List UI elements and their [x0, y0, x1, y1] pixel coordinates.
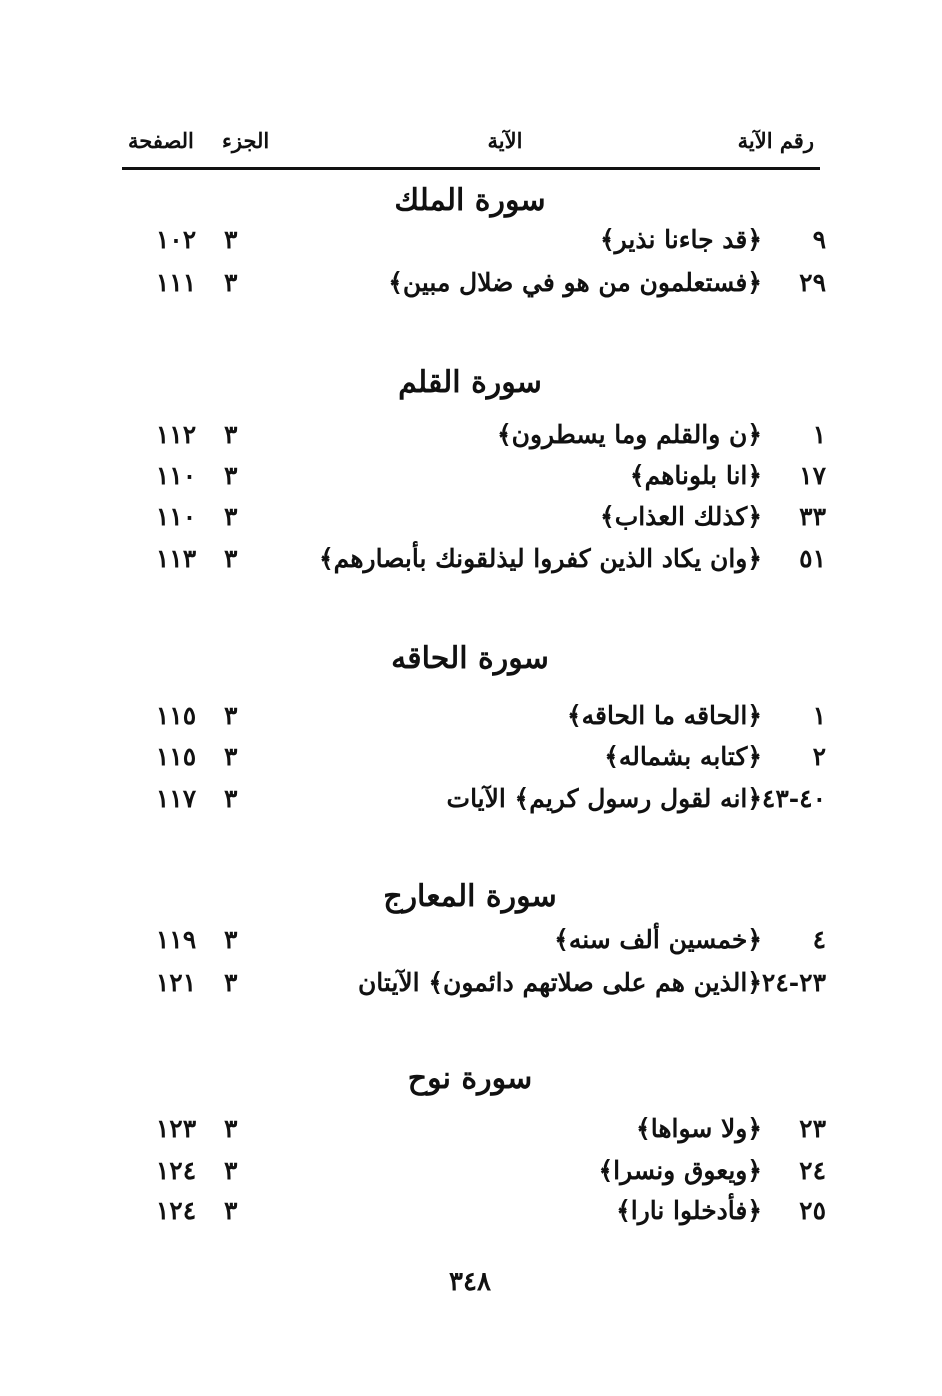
page-cell: ١١٠ [155, 502, 197, 531]
surah-title: سورة المعارج [383, 879, 557, 914]
page-cell: ١٢٤ [155, 1156, 197, 1185]
ayah-text-cell: ﴿ن والقلم وما يسطرون﴾ [496, 420, 762, 449]
ayah-number-cell: ٤٠-٤٣ [761, 784, 826, 813]
page-cell: ١٢١ [155, 968, 197, 997]
page-cell: ١١٢ [155, 420, 197, 449]
juz-cell: ٣ [224, 701, 238, 730]
page-number: ٣٤٨ [449, 1267, 491, 1297]
page-cell: ١٠٢ [155, 225, 197, 254]
juz-cell: ٣ [224, 1196, 238, 1225]
juz-cell: ٣ [224, 544, 238, 573]
ayah-number-cell: ٣٣ [799, 502, 826, 531]
juz-cell: ٣ [224, 1156, 238, 1185]
ayah-number-cell: ٥١ [799, 544, 826, 573]
ayah-number-cell: ١ [812, 420, 826, 449]
column-header-page: الصفحة [128, 128, 194, 153]
ayah-text-cell: ﴿كذلك العذاب﴾ [600, 502, 762, 531]
surah-title: سورة القلم [398, 365, 542, 400]
ayah-number-cell: ١٧ [799, 461, 826, 490]
juz-cell: ٣ [224, 968, 238, 997]
surah-title: سورة نوح [407, 1061, 533, 1096]
page-cell: ١١٥ [155, 701, 197, 730]
ayah-number-cell: ٢ [812, 742, 826, 771]
ayah-text-cell: ﴿فستعلمون من هو في ضلال مبين﴾ [388, 268, 762, 297]
page-cell: ١١٧ [155, 784, 197, 813]
page-cell: ١١٠ [155, 461, 197, 490]
ayah-text-cell: ﴿وان يكاد الذين كفروا ليذلقونك بأبصارهم﴾ [319, 544, 762, 573]
ayah-number-cell: ٢٣-٢٤ [761, 968, 826, 997]
page-cell: ١١١ [155, 268, 197, 297]
ayah-text-cell: ﴿الحاقه ما الحاقه﴾ [566, 701, 762, 730]
column-header-ayah-number: رقم الآية [737, 128, 814, 153]
juz-cell: ٣ [224, 461, 238, 490]
juz-cell: ٣ [224, 925, 238, 954]
ayah-text-cell: ﴿فأدخلوا نارا﴾ [616, 1196, 762, 1225]
ayah-number-cell: ١ [812, 701, 826, 730]
page-cell: ١١٥ [155, 742, 197, 771]
ayah-number-cell: ٢٥ [799, 1196, 826, 1225]
column-header-juz: الجزء [222, 128, 270, 153]
page-cell: ١٢٣ [155, 1114, 197, 1143]
juz-cell: ٣ [224, 742, 238, 771]
page-cell: ١٢٤ [155, 1196, 197, 1225]
header-divider [122, 167, 820, 170]
page-cell: ١١٩ [155, 925, 197, 954]
ayah-text-cell: ﴿كتابه بشماله﴾ [604, 742, 762, 771]
ayah-text-cell: ﴿ولا سواها﴾ [636, 1114, 762, 1143]
ayah-number-cell: ٢٣ [799, 1114, 826, 1143]
ayah-number-cell: ٢٩ [799, 268, 826, 297]
surah-title: سورة الملك [394, 183, 546, 218]
ayah-text-cell: ﴿ويعوق ونسرا﴾ [598, 1156, 762, 1185]
juz-cell: ٣ [224, 225, 238, 254]
ayah-number-cell: ٩ [812, 225, 826, 254]
ayah-text-cell: ﴿الذين هم على صلاتهم دائمون﴾ الآيتان [357, 968, 762, 997]
page-cell: ١١٣ [155, 544, 197, 573]
ayah-text-cell: ﴿قد جاءنا نذير﴾ [599, 225, 762, 254]
juz-cell: ٣ [224, 1114, 238, 1143]
column-header-ayah: الآية [487, 128, 523, 153]
ayah-number-cell: ٤ [812, 925, 826, 954]
surah-title: سورة الحاقه [391, 641, 549, 676]
ayah-text-cell: ﴿انا بلوناهم﴾ [629, 461, 762, 490]
juz-cell: ٣ [224, 784, 238, 813]
juz-cell: ٣ [224, 502, 238, 531]
ayah-text-cell: ﴿خمسين ألف سنه﴾ [554, 925, 762, 954]
juz-cell: ٣ [224, 268, 238, 297]
ayah-text-cell: ﴿انه لقول رسول كريم﴾ الآيات [446, 784, 762, 813]
juz-cell: ٣ [224, 420, 238, 449]
ayah-number-cell: ٢٤ [799, 1156, 826, 1185]
